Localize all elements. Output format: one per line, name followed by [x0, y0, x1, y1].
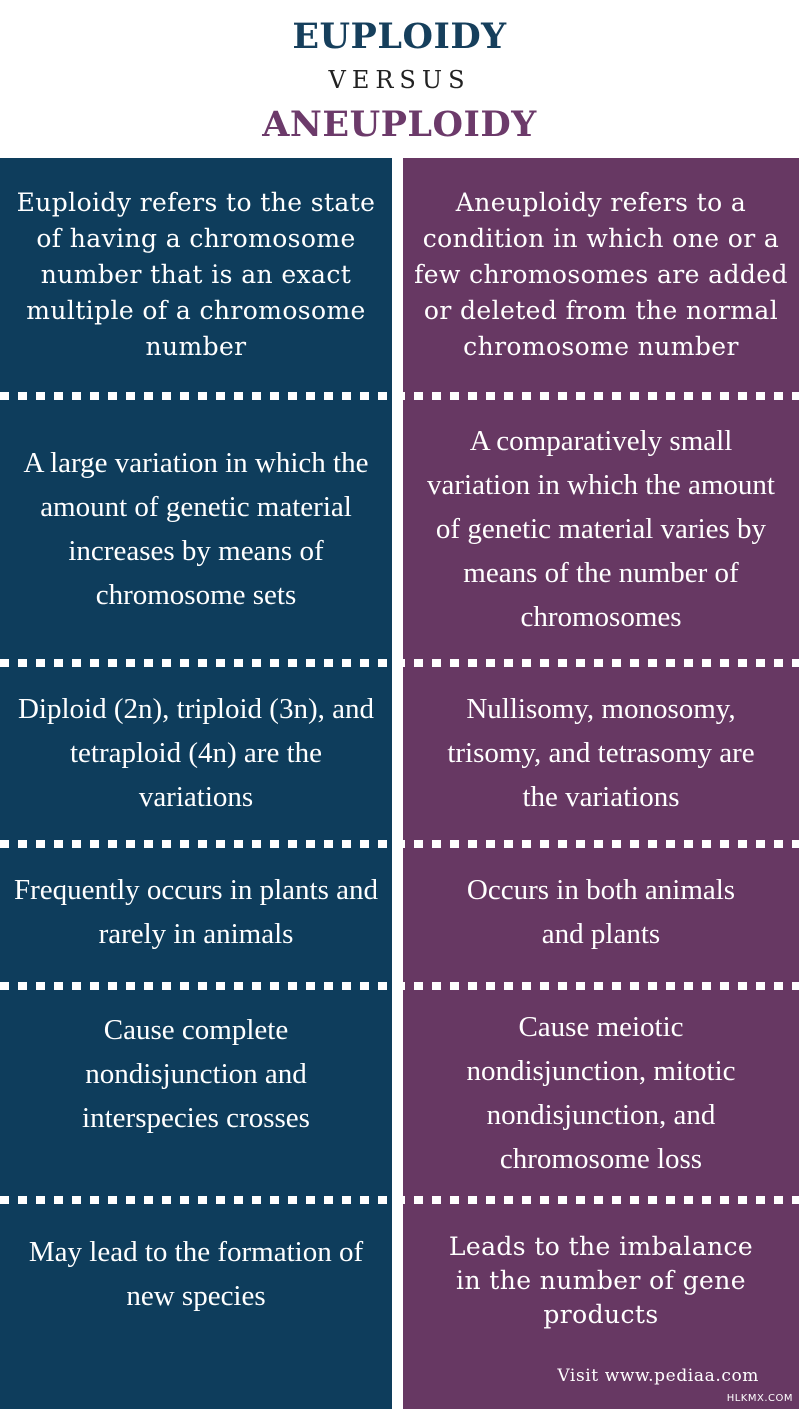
row-2-aneuploidy — [403, 400, 799, 658]
row-4-aneuploidy-text: Occurs in both animals and plants — [466, 874, 736, 950]
row-1-euploidy-text: Euploidy refers to the state of having a chromosome number that is an exact multiple of a chromosome number — [16, 188, 376, 361]
row-4-euploidy — [0, 848, 392, 976]
row-5-euploidy-text: Cause complete nondisjunction and interspecies crosses — [82, 1014, 310, 1134]
row-1-aneuploidy-text: Aneuploidy refers to a condition in which one or a few chromosomes are added or deleted from the normal chromosome number — [414, 188, 788, 361]
row-6-aneuploidy-text: Leads to the imbalance in the number of gene products — [448, 1232, 754, 1329]
row-2-euploidy — [0, 400, 392, 658]
row-divider — [0, 982, 799, 990]
title-euploidy: EUPLOIDY — [292, 16, 507, 57]
row-divider — [0, 659, 799, 667]
title-aneuploidy: ANEUPLOIDY — [262, 104, 537, 145]
header — [0, 0, 799, 158]
row-4-aneuploidy — [403, 848, 799, 976]
row-1-aneuploidy — [403, 165, 799, 385]
row-divider — [0, 392, 799, 400]
row-1-euploidy — [0, 165, 392, 385]
versus-label: VERSUS — [328, 66, 471, 94]
row-6-aneuploidy — [403, 1204, 799, 1374]
row-4-euploidy-text: Frequently occurs in plants and rarely in animals — [13, 874, 379, 950]
row-5-aneuploidy — [403, 990, 799, 1195]
row-3-aneuploidy — [403, 667, 799, 839]
row-3-euploidy-text: Diploid (2n), triploid (3n), and tetraploid (4n) are the variations — [17, 693, 374, 813]
row-divider — [0, 840, 799, 848]
watermark-text: HLKMX.COM — [726, 1393, 793, 1404]
row-3-euploidy — [0, 667, 392, 839]
row-3-aneuploidy-text: Nullisomy, monosomy, trisomy, and tetrasomy are the variations — [447, 693, 755, 813]
row-6-euploidy-text: May lead to the formation of new species — [28, 1236, 364, 1312]
row-divider — [0, 1196, 799, 1204]
row-6-euploidy — [0, 1204, 392, 1374]
row-2-aneuploidy-text: A comparatively small variation in which the amount of genetic material varies by means of the number of chromosomes — [427, 425, 775, 633]
footer-visit-text: Visit www.pediaa.com — [557, 1366, 759, 1386]
row-5-aneuploidy-text: Cause meiotic nondisjunction, mitotic nondisjunction, and chromosome loss — [466, 1010, 736, 1175]
row-5-euploidy — [0, 990, 392, 1195]
row-2-euploidy-text: A large variation in which the amount of genetic material increases by means of chromosome sets — [23, 447, 369, 611]
